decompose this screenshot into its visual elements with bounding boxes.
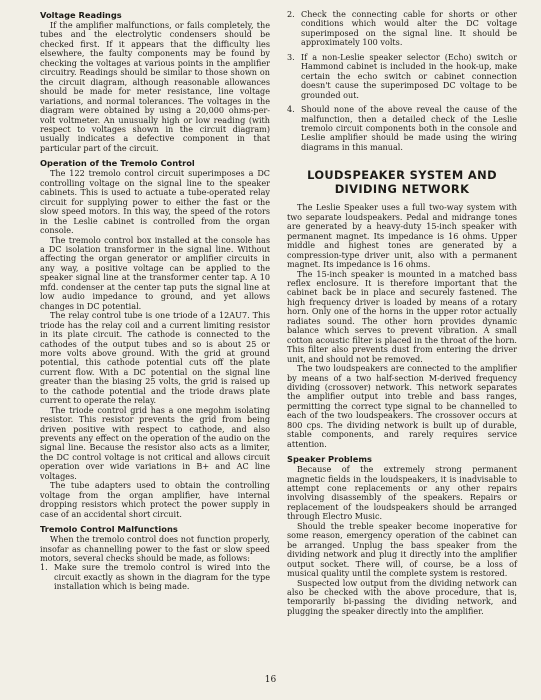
malfunction-checklist-part-1 bbox=[40, 563, 270, 591]
section-title-line-2: DIVIDING NETWORK bbox=[334, 182, 470, 197]
checklist-item bbox=[40, 563, 270, 591]
tremolo-malfunctions-intro: When the tremolo control does not function properly, insofar as channelling power to the fast or slow speed motors, several checks should be made, as follows: bbox=[40, 534, 270, 564]
tremolo-operation-heading: Operation of the Tremolo Control bbox=[40, 158, 195, 169]
loudspeaker-paragraph-2: The 15-inch speaker is mounted in a matched bass reflex enclosure. It is therefore important that the cabinet back be in place and securely fastened. The high frequency driver is loaded by means of a rotary horn. Only one of the horns in the upper rotor actually radiates sound. The other horn provides dynamic balance which serves to prevent vibration. A small cotton acoustic filter is placed in the throat of the horn. This filter also prevents dust from entering the driver unit, and should not be removed. bbox=[287, 268, 517, 364]
loudspeaker-paragraph-3: The two loudspeakers are connected to the amplifier by means of a two half-section M-derived frequency dividing (crossover) network. This network separates the amplifier output into treble and bass ranges, permitting the correct type signal to be channelled to each of the two loudspeakers. The crossover occurs at 800 cps. The dividing network is built up of durable, stable components, and rarely requires service attention. bbox=[287, 363, 517, 449]
checklist-item bbox=[287, 105, 517, 152]
speaker-problems-paragraph-2: Should the treble speaker become inoperative for some reason, emergency operation of the cabinet can be arranged. Unplug the bass speaker from the dividing network and plug it directly into the amplifier output socket. There will, of course, be a loss of musical quality until the complete system is restored. bbox=[287, 520, 517, 579]
tremolo-malfunctions-heading: Tremolo Control Malfunctions bbox=[40, 524, 178, 535]
speaker-problems-paragraph-1: Because of the extremely strong permanent magnetic fields in the loudspeakers, it is inadvisable to attempt cone replacements or any other repairs involving disassembly of the speakers. Repairs or replacement of the loudspeakers should be arranged through Electro Music. bbox=[287, 464, 517, 522]
malfunction-checklist-part-2 bbox=[287, 10, 517, 152]
checklist-item bbox=[287, 53, 517, 100]
voltage-readings-paragraph: If the amplifier malfunctions, or fails completely, the tubes and the electrolytic condensers should be checked first. If it appears that the difficulty lies elsewhere, the faulty components may be found by checking the voltages at various points in the amplifier circuitry. Readings should be similar to those shown on the circuit diagram, although reasonable allowances should be made for meter resistance, line voltage variations, and normal tolerances. The voltages in the diagram were obtained by using a 20,000 ohms-per-volt voltmeter. An unusually high or low reading (with respect to voltages shown in the circuit diagram) usually indicates a defective component in that particular part of the circuit. bbox=[40, 20, 270, 153]
checklist-item-number: 2. bbox=[287, 9, 295, 19]
loudspeaker-paragraph-1: The Leslie Speaker uses a full two-way system with two separate loudspeakers. Pedal and midrange tones are generated by a heavy-duty 15-inch speaker with permanent magnet. Its impedance is 16 ohms. Upper middle and highest tones are generated by a compression-type driver unit, also with a permanent magnet. Its impedance is 16 ohms. bbox=[287, 202, 517, 270]
tremolo-operation-paragraph-3: The relay control tube is one triode of a 12AU7. This triode has the relay coil and a current limiting resistor in its plate circuit. The cathode is connected to the cathodes of the output tubes and so is about 25 or more volts above ground. With the grid at ground potential, this cathode potential cuts off the plate current flow. With a DC potential on the signal line greater than the biasing 25 volts, the grid is raised up to the cathode potential and the triode draws plate current to operate the relay. bbox=[40, 310, 270, 406]
tremolo-operation-paragraph-4: The triode control grid has a one megohm isolating resistor. This resistor prevents the grid from being driven positive with respect to cathode, and also prevents any effect on the operation of the audio on the signal line. Because the resistor also acts as a limiter, the DC control voltage is not critical and allows circuit operation over wide variations in B+ and AC line voltages. bbox=[40, 404, 270, 481]
right-column bbox=[287, 10, 517, 616]
checklist-item-number: 4. bbox=[287, 104, 295, 115]
checklist-item-text: If a non-Leslie speaker selector (Echo) switch or Hammond cabinet is included in the hook-up, make certain the echo switch or cabinet connection doesn't cause the superimposed DC voltage to be grounded out. bbox=[301, 51, 517, 100]
section-title-line-1: LOUDSPEAKER SYSTEM AND bbox=[307, 168, 497, 183]
checklist-item-number: 3. bbox=[287, 51, 295, 62]
speaker-problems-heading: Speaker Problems bbox=[287, 454, 372, 465]
tremolo-operation-paragraph-1: The 122 tremolo control circuit superimposes a DC controlling voltage on the signal line to the speaker cabinets. This is used to actuate a tube-operated relay circuit for supplying power to either the fast or the slow speed motors. In this way, the speed of the rotors in the Leslie cabinet is controlled from the organ console. bbox=[40, 168, 270, 236]
voltage-readings-heading: Voltage Readings bbox=[40, 10, 122, 20]
tremolo-operation-paragraph-5: The tube adapters used to obtain the controlling voltage from the organ amplifier, have internal dropping resistors which protect the power supply in case of an accidental short circuit. bbox=[40, 480, 270, 519]
section-title bbox=[287, 168, 517, 196]
checklist-item-text: Should none of the above reveal the cause of the malfunction, then a detailed check of the Leslie tremolo circuit components both in the console and Leslie amplifier should be made using the wiring diagrams in this manual. bbox=[301, 104, 517, 152]
checklist-item-text: Check the connecting cable for shorts or other conditions which would alter the DC voltage superimposed on the signal line. It should be approximately 100 volts. bbox=[301, 9, 517, 48]
checklist-item-text: Make sure the tremolo control is wired into the circuit exactly as shown in the diagram for the type installation which is being made. bbox=[54, 562, 270, 592]
speaker-problems-paragraph-3: Suspected low output from the dividing network can also be checked with the above procedure, that is, temporarily bi-passing the dividing network, and plugging the speaker directly into the amplifier. bbox=[287, 577, 517, 616]
checklist-item bbox=[287, 10, 517, 48]
page-number: 16 bbox=[264, 675, 277, 685]
left-column bbox=[40, 10, 270, 592]
tremolo-operation-paragraph-2: The tremolo control box installed at the console has a DC isolation transformer in the signal line. Without affecting the organ generator or amplifier circuits in any way, a positive voltage can be applied to the speaker signal line at the transformer center tap. A 10 mfd. condenser at the center tap puts the signal line at low audio impedance to ground, and yet allows changes in DC potential. bbox=[40, 234, 270, 311]
checklist-item-number: 1. bbox=[40, 562, 48, 573]
